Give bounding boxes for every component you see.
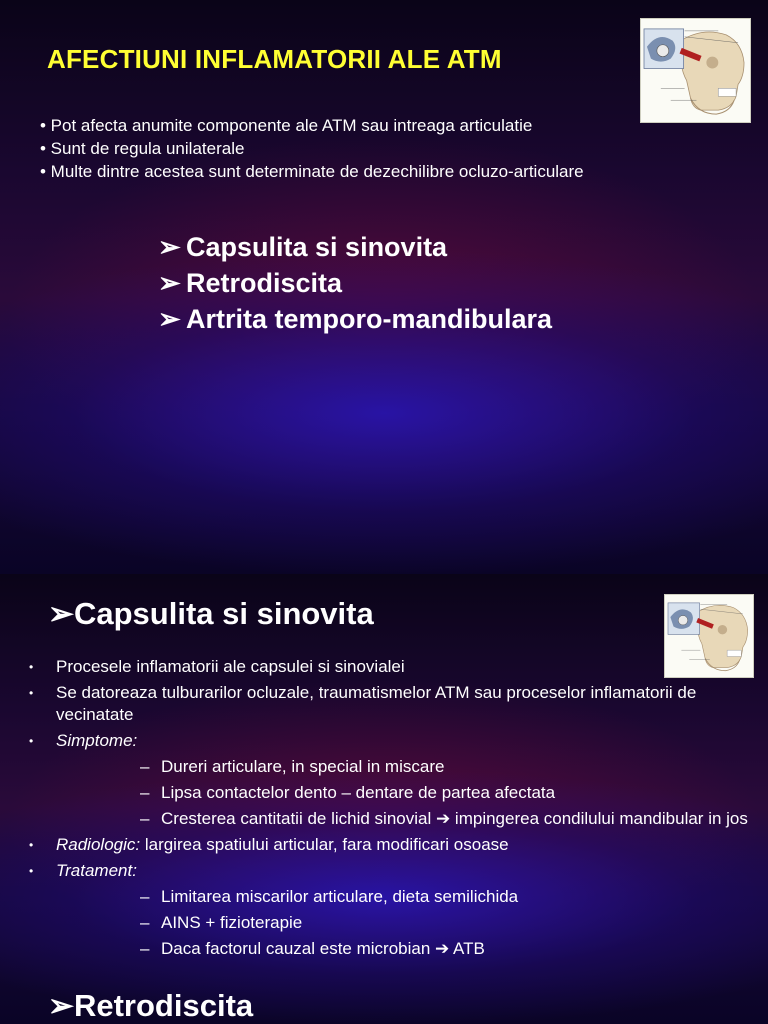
- slide-2-content: [26, 656, 756, 964]
- slide-3-title: ➢Retrodiscita: [48, 988, 254, 1023]
- intro-list: [40, 114, 584, 183]
- list-item: [26, 860, 756, 882]
- arrow-bullet-icon: ➢: [158, 232, 181, 262]
- bullet-icon: •: [29, 734, 34, 748]
- sub-list-item: – Limitarea miscarilor articulare, dieta semilichida: [140, 887, 519, 906]
- list-item: [26, 730, 756, 752]
- sub-list-item: – Cresterea cantitatii de lichid sinovial ➔ impingerea condilului mandibular in jos: [140, 809, 748, 828]
- arrow-bullet-icon: ➢: [158, 304, 181, 334]
- arrow-bullet-icon: ➢: [158, 268, 181, 298]
- bullet-icon: •: [29, 838, 34, 852]
- bullet-icon: •: [29, 660, 34, 674]
- simptome-label: Simptome:: [56, 731, 138, 750]
- list-item: • Pot afecta anumite componente ale ATM sau intreaga articulatie: [40, 116, 533, 135]
- sub-list-item: – AINS + fizioterapie: [140, 913, 303, 932]
- list-item: ➢ Artrita temporo-mandibulara: [158, 301, 552, 337]
- bullet-icon: •: [29, 686, 34, 700]
- bullet-icon: •: [29, 864, 34, 878]
- list-item: • Radiologic: largirea spatiului articular, fara modificari osoase: [29, 835, 509, 854]
- list-item: • Procesele inflamatorii ale capsulei si sinovialei: [29, 657, 405, 676]
- dash-icon: –: [140, 809, 150, 828]
- skull-tmj-illustration-icon: [640, 18, 751, 123]
- dash-icon: –: [140, 783, 150, 802]
- radiologic-label: Radiologic:: [56, 835, 141, 854]
- list-item: • Se datoreaza tulburarilor ocluzale, traumatismelor ATM sau proceselor inflamatorii de vecinatate: [29, 683, 697, 724]
- sub-list-item: – Daca factorul cauzal este microbian ➔ ATB: [140, 939, 485, 958]
- dash-icon: –: [140, 757, 150, 776]
- list-item: • Multe dintre acestea sunt determinate de dezechilibre ocluzo-articulare: [40, 162, 584, 181]
- topics-list: [158, 229, 552, 337]
- list-item: • Sunt de regula unilaterale: [40, 139, 245, 158]
- dash-icon: –: [140, 939, 150, 958]
- slide-2-title: ➢Capsulita si sinovita: [48, 596, 374, 631]
- dash-icon: –: [140, 887, 150, 906]
- sub-list-item: – Dureri articulare, in special in miscare: [140, 757, 445, 776]
- list-item: ➢ Capsulita si sinovita: [158, 229, 552, 265]
- tratament-label: Tratament:: [56, 861, 137, 880]
- dash-icon: –: [140, 913, 150, 932]
- list-item: ➢ Retrodiscita: [158, 265, 552, 301]
- sub-list-item: – Lipsa contactelor dento – dentare de partea afectata: [140, 783, 556, 802]
- slide-1-title: AFECTIUNI INFLAMATORII ALE ATM: [47, 44, 502, 74]
- slide-2: [0, 574, 768, 1024]
